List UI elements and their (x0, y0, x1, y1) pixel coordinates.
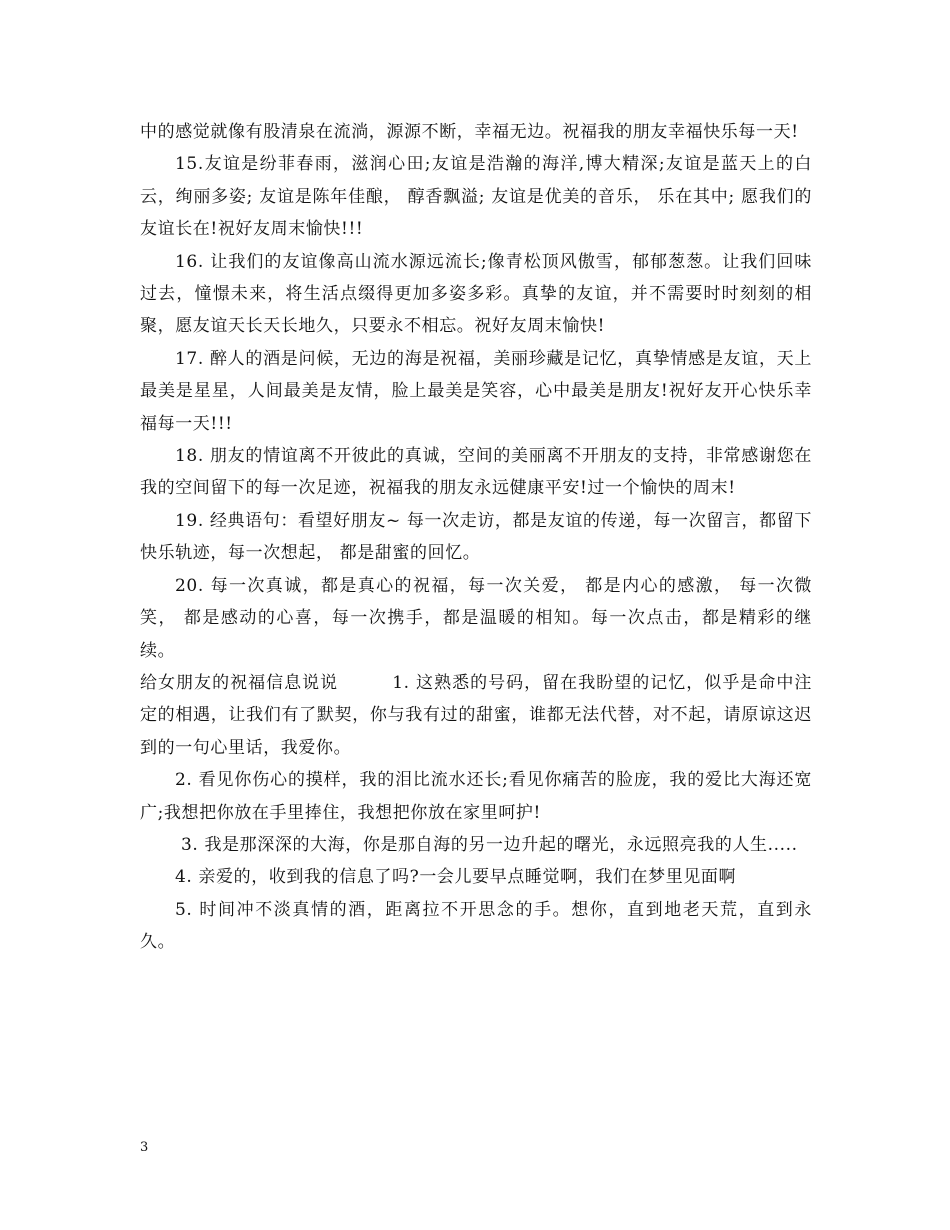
paragraph: 5. 时间冲不淡真情的酒，距离拉不开思念的手。想你，直到地老天荒，直到永久。 (140, 899, 812, 953)
paragraph: 20. 每一次真诚，都是真心的祝福，每一次关爱， 都是内心的感激， 每一次微笑， 都是感动的心喜，每一次携手，都是温暖的相知。每一次点击，都是精彩的继续。 (140, 575, 812, 661)
paragraph: 中的感觉就像有股清泉在流淌，源源不断，幸福无边。祝福我的朋友幸福快乐每一天! (140, 122, 799, 142)
section-paragraph: 给女朋友的祝福信息说说 1. 这熟悉的号码，留在我盼望的记忆，似乎是命中注定的相遇，让我们有了默契，你与我有过的甜蜜，谁都无法代替，对不起，请原谅这迟到的一句心里话，我爱你。 (140, 672, 812, 758)
paragraph: 3. 我是那深深的大海，你是那自海的另一边升起的曙光，永远照亮我的人生..... (175, 834, 798, 855)
paragraph: 4. 亲爱的，收到我的信息了吗?一会儿要早点睡觉啊，我们在梦里见面啊 (175, 867, 737, 888)
document-body (140, 116, 812, 959)
paragraph: 16. 让我们的友谊像高山流水源远流长;像青松顶风傲雪，郁郁葱葱。让我们回味过去，憧憬未来，将生活点缀得更加多姿多彩。真挚的友谊，并不需要时时刻刻的相聚，愿友谊天长天长地久，只要永不相忘。祝好友周末愉快! (140, 251, 812, 337)
paragraph: 15.友谊是纷菲春雨，滋润心田;友谊是浩瀚的海洋,博大精深;友谊是蓝天上的白云，绚丽多姿; 友谊是陈年佳酿， 醇香飘溢; 友谊是优美的音乐， 乐在其中; 愿我们的友谊长在!祝好友周末愉快!!! (140, 154, 812, 240)
paragraph: 19. 经典语句：看望好朋友~ 每一次走访，都是友谊的传递，每一次留言，都留下快乐轨迹，每一次想起， 都是甜蜜的回忆。 (140, 510, 812, 564)
page-number: 3 (140, 1140, 149, 1155)
paragraph: 17. 醉人的酒是问候，无边的海是祝福，美丽珍藏是记忆，真挚情感是友谊，天上最美是星星，人间最美是友情，脸上最美是笑容，心中最美是朋友!祝好友开心快乐幸福每一天!!! (140, 348, 812, 434)
paragraph: 18. 朋友的情谊离不开彼此的真诚，空间的美丽离不开朋友的支持，非常感谢您在我的空间留下的每一次足迹，祝福我的朋友永远健康平安!过一个愉快的周末! (140, 446, 812, 499)
paragraph: 2. 看见你伤心的摸样，我的泪比流水还长;看见你痛苦的脸庞，我的爱比大海还宽广;我想把你放在手里捧住，我想把你放在家里呵护! (140, 770, 812, 823)
